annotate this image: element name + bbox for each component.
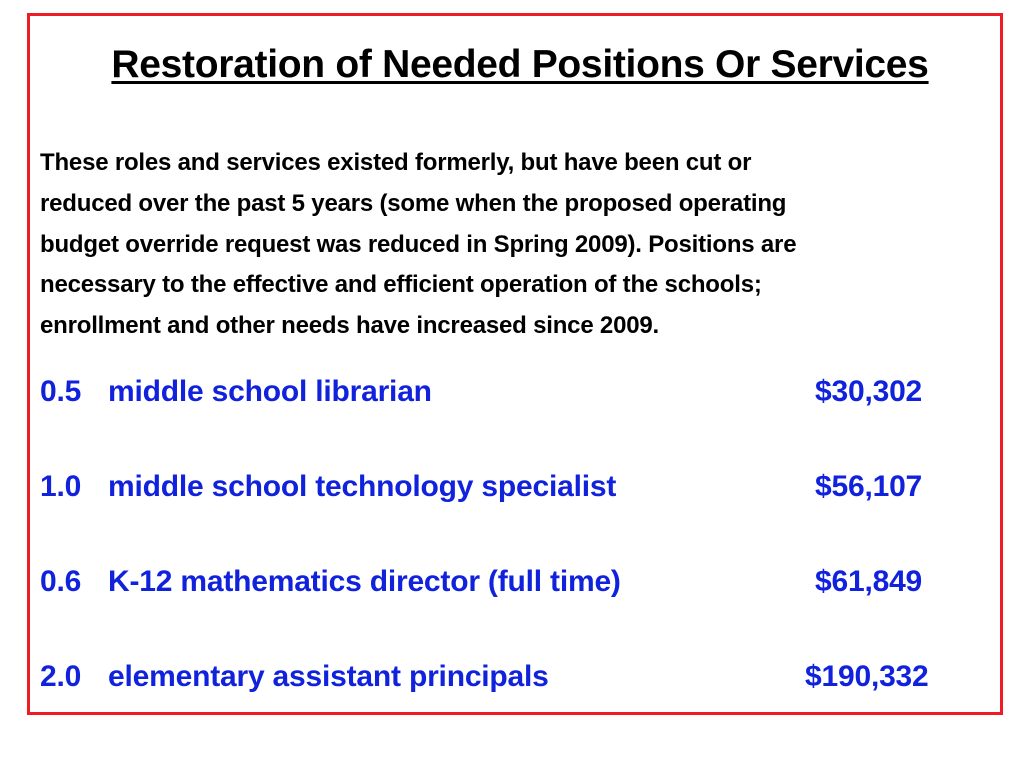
position-item	[40, 660, 960, 706]
position-description: K-12 mathematics director (full time)	[108, 565, 621, 598]
position-fte: 0.6	[40, 565, 82, 598]
positions-list	[40, 375, 960, 755]
position-description: middle school technology specialist	[108, 470, 617, 503]
intro-line: These roles and services existed formerly, but have been cut or	[40, 149, 752, 176]
position-cost: $190,332	[805, 660, 929, 693]
position-fte: 2.0	[40, 660, 82, 693]
position-item	[40, 375, 960, 421]
intro-line: budget override request was reduced in Spring 2009). Positions are	[40, 230, 797, 258]
position-item	[40, 565, 960, 611]
position-cost: $30,302	[815, 375, 923, 408]
slide-title: Restoration of Needed Positions Or Services	[111, 43, 929, 86]
intro-line: enrollment and other needs have increased since 2009.	[40, 312, 659, 340]
position-item	[40, 470, 960, 516]
position-cost: $56,107	[815, 470, 923, 503]
position-description: elementary assistant principals	[108, 660, 549, 693]
intro-line: reduced over the past 5 years (some when the proposed operating	[40, 189, 787, 217]
position-cost: $61,849	[815, 565, 923, 598]
intro-paragraph	[40, 143, 1000, 347]
intro-line: necessary to the effective and efficient operation of the schools;	[40, 271, 762, 299]
position-fte: 0.5	[40, 375, 82, 408]
position-fte: 1.0	[40, 470, 82, 503]
position-description: middle school librarian	[108, 375, 432, 408]
